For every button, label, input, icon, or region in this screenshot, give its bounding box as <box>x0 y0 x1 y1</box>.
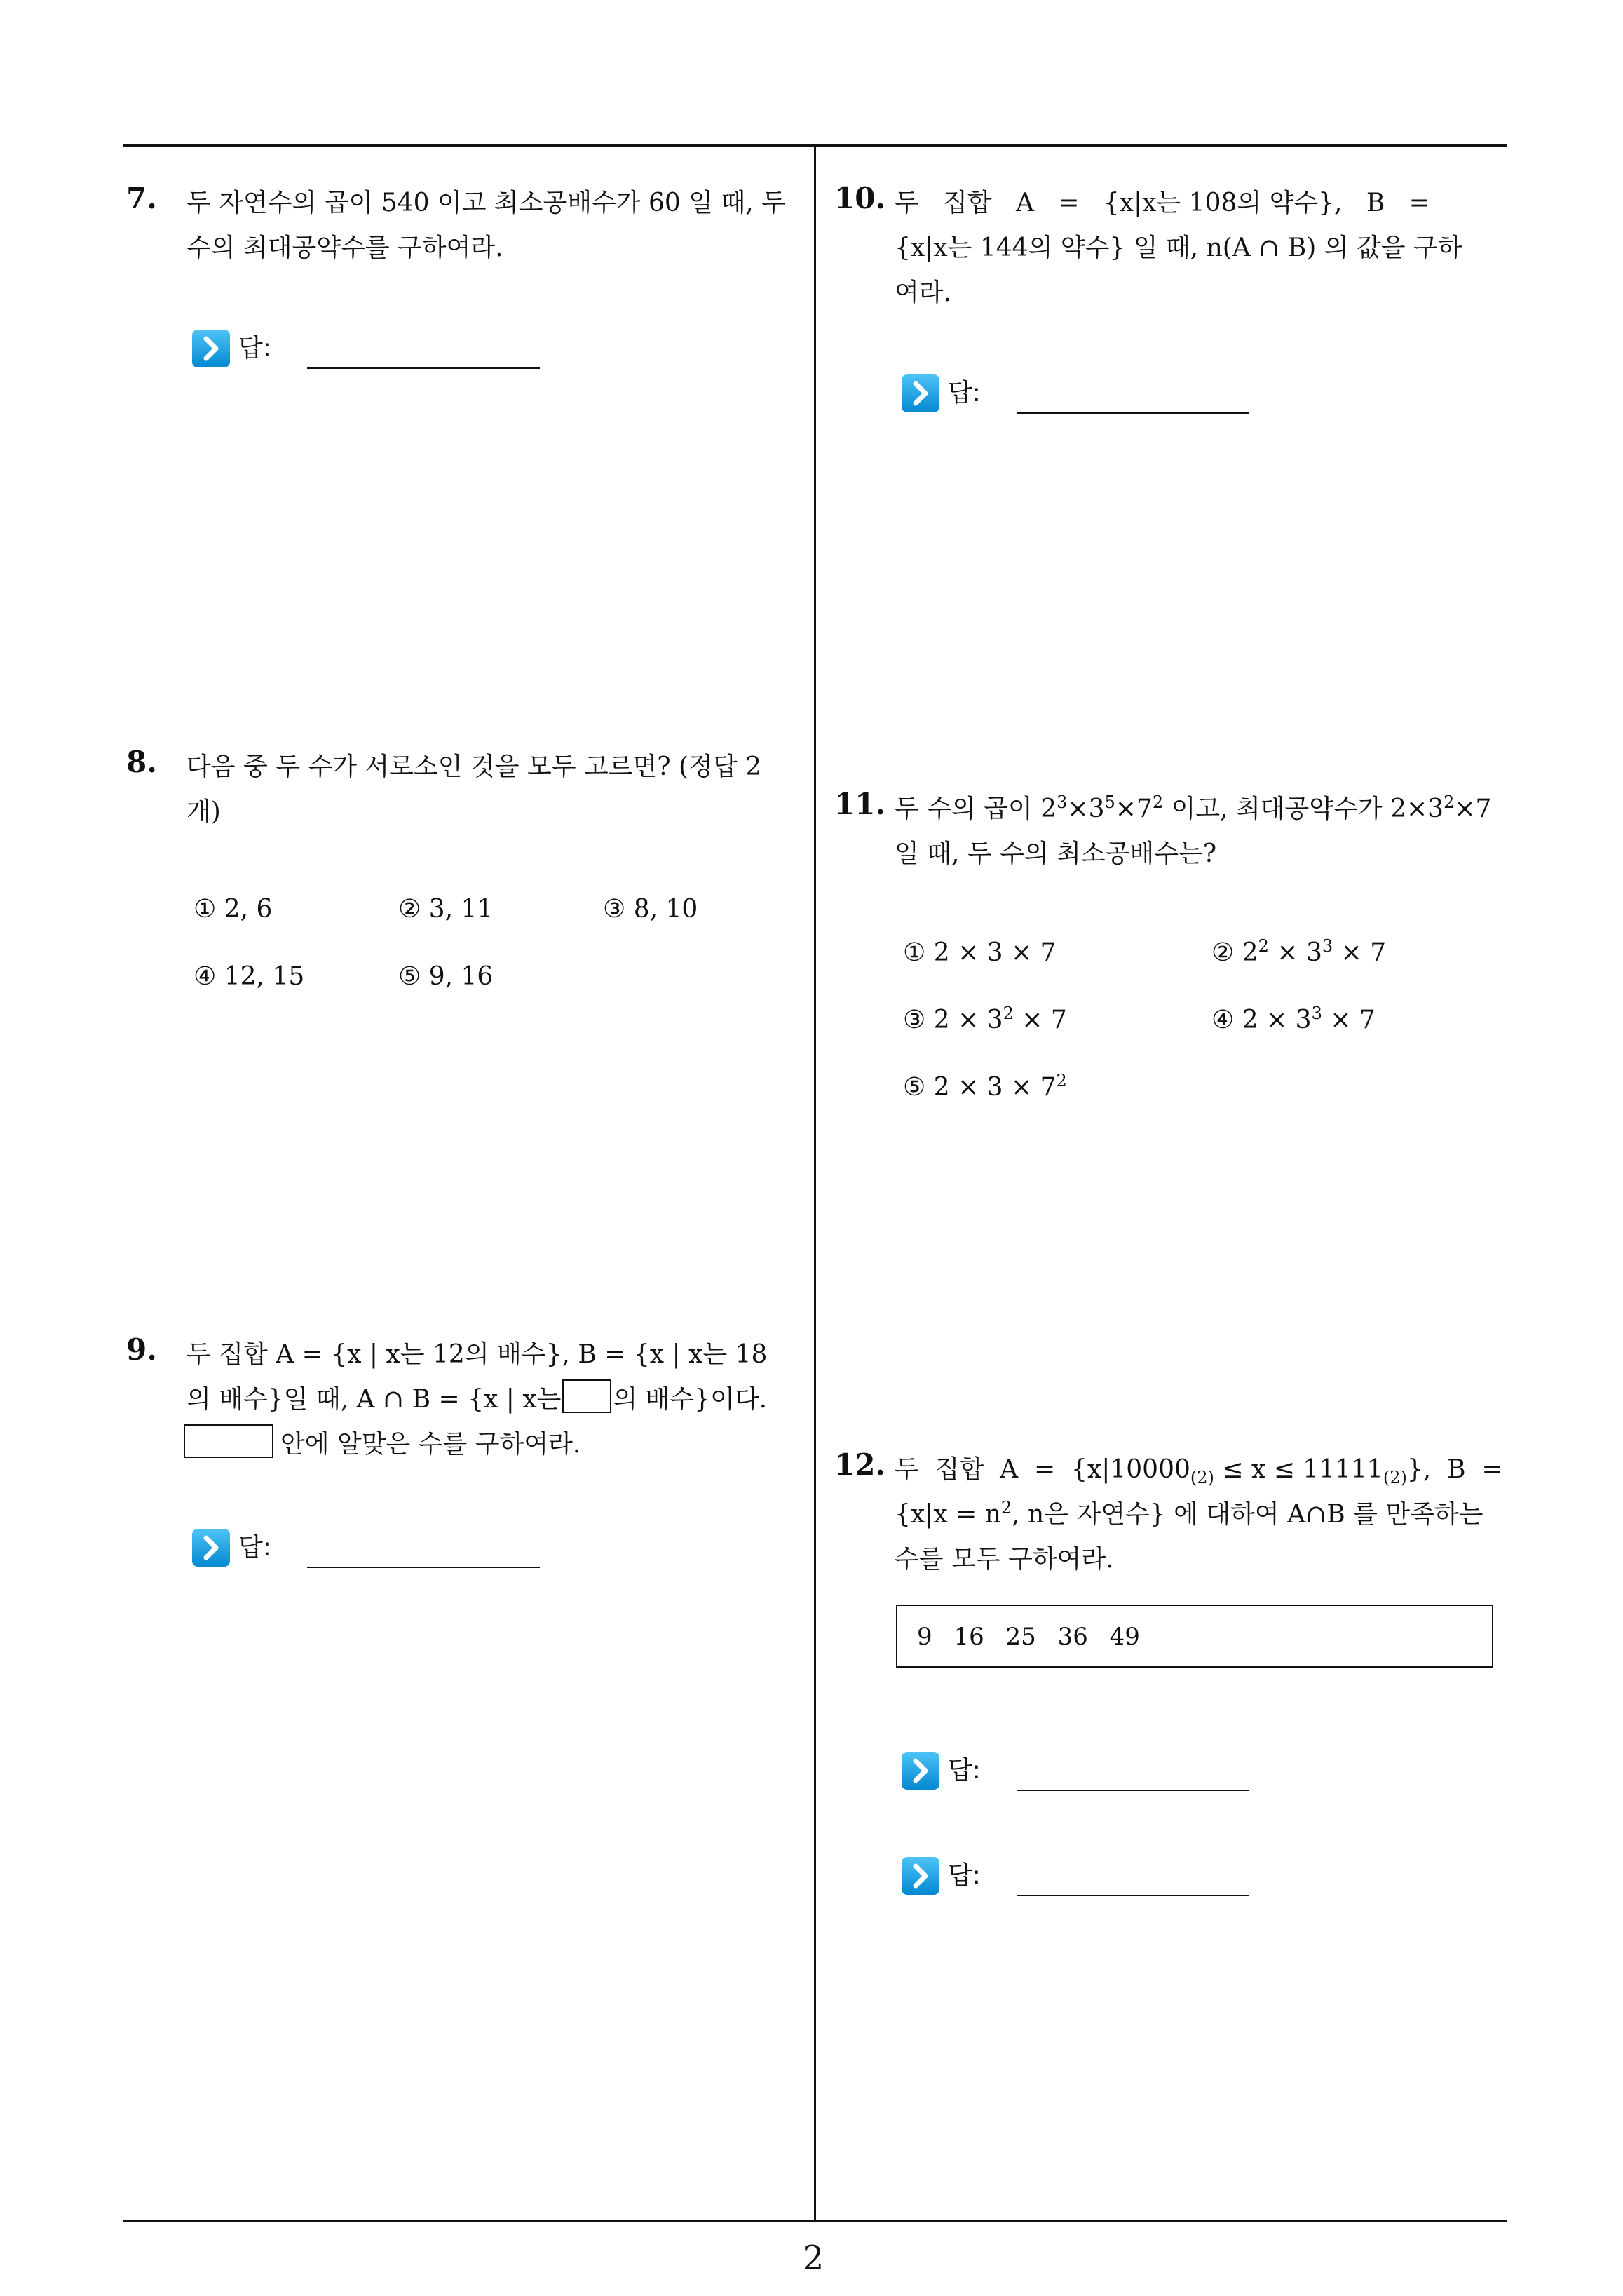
choice-text: × 7 <box>1333 938 1387 967</box>
choice-text: ② 2 <box>1211 938 1258 967</box>
question-number: 12. <box>834 1447 886 1482</box>
exponent: 3 <box>1311 1004 1322 1023</box>
exponent: 2 <box>1258 936 1269 956</box>
subscript: (2) <box>1190 1468 1214 1488</box>
question-number: 7. <box>126 181 157 215</box>
question-text <box>895 1447 1503 1582</box>
question-number: 9. <box>126 1332 157 1367</box>
exponent: 2 <box>1056 1071 1067 1090</box>
question-fragment: {x|x = n <box>895 1500 1001 1529</box>
given-numbers-box <box>896 1605 1493 1668</box>
choice-text: ③ 2 × 3 <box>903 1006 1003 1034</box>
answer-label: 답: <box>238 1533 271 1562</box>
question-line: {x|x는 144의 약수} 일 때, n(A ∩ B) 의 값을 구하 <box>895 234 1462 262</box>
subscript: (2) <box>1383 1468 1407 1488</box>
question-text <box>895 181 1462 316</box>
question-fragment: ×3 <box>1067 795 1105 823</box>
question-line: 일 때, 두 수의 최소공배수는? <box>895 839 1217 868</box>
question-number: 11. <box>834 787 886 821</box>
question-line: 두 집합 A = {x|x는 108의 약수}, B = <box>895 189 1430 217</box>
answer-blank-line[interactable] <box>307 367 540 369</box>
choice-1[interactable]: ① 2, 6 <box>193 895 273 924</box>
chevron-right-icon <box>192 1529 230 1567</box>
choice-text: ④ 2 × 3 <box>1211 1006 1312 1034</box>
exponent: 2 <box>1000 1498 1012 1518</box>
question-text <box>895 787 1491 877</box>
question-fragment: 두 수의 곱이 2 <box>895 795 1057 823</box>
page-number: 2 <box>802 2238 824 2278</box>
answer-field-q7[interactable] <box>192 327 543 369</box>
chevron-right-icon <box>902 1857 939 1895</box>
question-line <box>895 1447 1503 1492</box>
question-text <box>186 745 761 835</box>
choice-5[interactable]: ⑤ 9, 16 <box>398 962 494 991</box>
question-line: 여라. <box>895 278 951 307</box>
given-numbers: 9 16 25 36 49 <box>917 1623 1140 1651</box>
choice-5[interactable] <box>903 1073 1067 1102</box>
question-line <box>895 787 1491 832</box>
question-line: 두 집합 A = {x | x는 12의 배수}, B = {x | x는 18 <box>186 1340 768 1369</box>
question-fragment: }, B = <box>1406 1455 1503 1484</box>
question-fragment: , n은 자연수} 에 대하여 A∩B 를 만족하는 <box>1012 1500 1483 1529</box>
question-line <box>895 1492 1503 1537</box>
exponent: 3 <box>1322 936 1333 956</box>
question-fragment: 안에 알맞은 수를 구하여라. <box>280 1430 581 1459</box>
exponent: 2 <box>1003 1004 1014 1023</box>
chevron-right-icon <box>902 1752 939 1790</box>
inline-blank-box <box>562 1379 611 1413</box>
choice-3[interactable] <box>903 1006 1067 1034</box>
choice-text: ① 2 × 3 × 7 <box>903 938 1057 967</box>
question-9-line3 <box>184 1422 580 1467</box>
column-divider <box>814 144 816 2222</box>
choice-3[interactable]: ③ 8, 10 <box>603 895 698 924</box>
bottom-rule <box>123 2220 1507 2222</box>
question-fragment: 두 집합 A = {x|10000 <box>895 1455 1190 1484</box>
answer-blank-line[interactable] <box>1017 1790 1249 1791</box>
question-fragment: 이고, 최대공약수가 2×3 <box>1163 795 1444 823</box>
answer-blank-line[interactable] <box>307 1567 540 1568</box>
exponent: 3 <box>1057 792 1068 812</box>
choice-text: × 3 <box>1268 938 1322 967</box>
question-fragment: ≤ x ≤ 11111 <box>1214 1455 1383 1484</box>
choice-2[interactable] <box>1211 938 1386 967</box>
answer-field-q12-b[interactable] <box>902 1854 1252 1896</box>
question-line: 수를 모두 구하여라. <box>895 1545 1114 1574</box>
answer-field-q10[interactable] <box>902 372 1252 414</box>
question-text <box>186 181 786 271</box>
choice-4[interactable]: ④ 12, 15 <box>193 962 305 991</box>
question-number: 10. <box>834 181 886 215</box>
choice-2[interactable]: ② 3, 11 <box>398 895 494 924</box>
answer-field-q9[interactable] <box>192 1526 543 1568</box>
exponent: 5 <box>1104 792 1115 812</box>
question-fragment: ×7 <box>1454 795 1492 823</box>
question-text <box>186 1332 767 1422</box>
answer-field-q12-a[interactable] <box>902 1749 1252 1791</box>
question-line: 두 자연수의 곱이 540 이고 최소공배수가 60 일 때, 두 <box>186 189 786 217</box>
question-line: 수의 최대공약수를 구하여라. <box>186 234 503 262</box>
choice-text: × 7 <box>1322 1006 1376 1034</box>
answer-blank-line[interactable] <box>1017 1895 1249 1896</box>
question-fragment: 의 배수}일 때, A ∩ B = {x | x는 <box>186 1385 562 1414</box>
question-fragment: 의 배수}이다. <box>613 1385 768 1414</box>
answer-blank-line[interactable] <box>1017 412 1249 414</box>
question-line: 다음 중 두 수가 서로소인 것을 모두 고르면? (정답 2 <box>186 752 761 781</box>
choice-4[interactable] <box>1211 1006 1376 1034</box>
inline-blank-box <box>184 1424 273 1458</box>
question-number: 8. <box>126 745 157 779</box>
choice-text: ⑤ 2 × 3 × 7 <box>903 1073 1057 1102</box>
exponent: 2 <box>1152 792 1164 812</box>
question-line: 개) <box>186 797 221 826</box>
exponent: 2 <box>1444 792 1455 812</box>
question-fragment: ×7 <box>1115 795 1153 823</box>
question-line <box>184 1422 580 1467</box>
answer-label: 답: <box>948 1861 981 1890</box>
choice-1[interactable] <box>903 938 1057 967</box>
chevron-right-icon <box>192 330 230 367</box>
choice-text: × 7 <box>1013 1006 1067 1034</box>
chevron-right-icon <box>902 374 939 412</box>
question-line <box>186 1377 767 1422</box>
answer-label: 답: <box>948 1756 981 1785</box>
answer-label: 답: <box>948 379 981 407</box>
answer-label: 답: <box>238 334 271 363</box>
